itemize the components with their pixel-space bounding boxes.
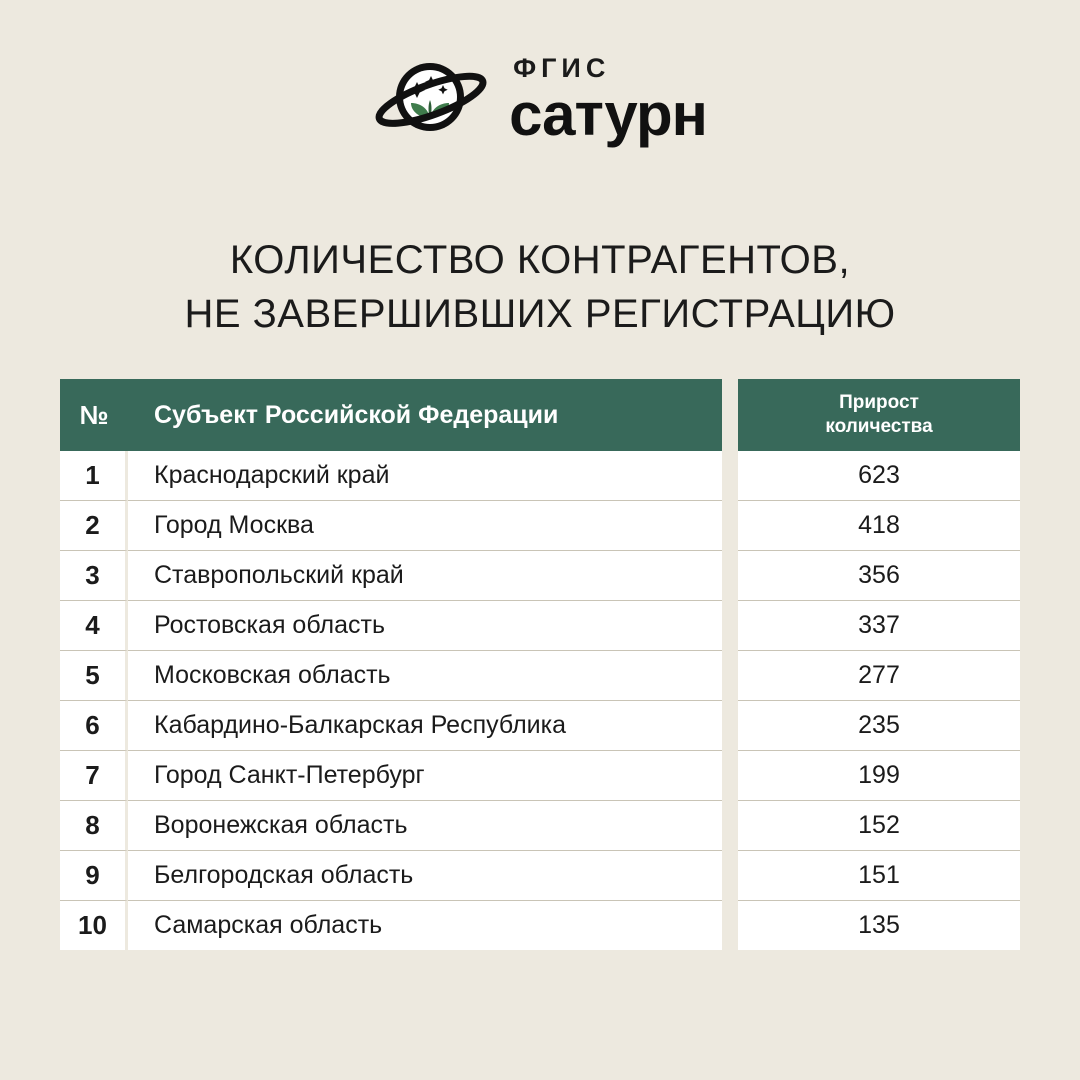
subjects-table-body: [60, 451, 722, 950]
table-row: [738, 601, 1020, 651]
brand-logo: [0, 52, 1080, 148]
row-growth: 277: [738, 651, 1020, 701]
column-header-subject: Субъект Российской Федерации: [128, 379, 722, 451]
table-row: [60, 601, 722, 651]
row-number: 1: [60, 451, 128, 501]
table-row: [738, 501, 1020, 551]
table-row: [60, 801, 722, 851]
growth-table-head: [738, 379, 1020, 451]
growth-header-row: [738, 379, 1020, 451]
table-row: [60, 501, 722, 551]
table-row: [738, 451, 1020, 501]
table-header-row: [60, 379, 722, 451]
logo-kicker: ФГИС: [513, 53, 611, 83]
row-number: 5: [60, 651, 128, 701]
table-row: [738, 851, 1020, 901]
row-number: 6: [60, 701, 128, 751]
row-subject: Московская область: [128, 651, 722, 701]
column-header-growth: [738, 379, 1020, 451]
row-growth: 152: [738, 801, 1020, 851]
row-subject: Ставропольский край: [128, 551, 722, 601]
ranking-table-area: [60, 379, 1020, 950]
growth-table: [738, 379, 1020, 950]
table-row: [738, 801, 1020, 851]
column-header-growth-line-1: Прирост: [839, 392, 919, 414]
row-subject: Ростовская область: [128, 601, 722, 651]
growth-table-body: [738, 451, 1020, 950]
row-number: 8: [60, 801, 128, 851]
row-growth: 418: [738, 501, 1020, 551]
table-row: [60, 751, 722, 801]
subjects-table: [60, 379, 722, 950]
logo-inner: [373, 52, 707, 148]
row-subject: Самарская область: [128, 901, 722, 950]
table-row: [738, 701, 1020, 751]
table-row: [60, 551, 722, 601]
row-subject: Город Санкт-Петербург: [128, 751, 722, 801]
saturn-planet-leaf-icon: [373, 52, 491, 148]
table-row: [60, 451, 722, 501]
row-number: 10: [60, 901, 128, 950]
column-header-number: №: [60, 379, 128, 451]
table-row: [60, 701, 722, 751]
row-growth: 356: [738, 551, 1020, 601]
table-row: [60, 651, 722, 701]
row-number: 2: [60, 501, 128, 551]
row-growth: 151: [738, 851, 1020, 901]
row-growth: 337: [738, 601, 1020, 651]
table-row: [60, 851, 722, 901]
logo-name: сатурн: [509, 81, 707, 148]
row-growth: 199: [738, 751, 1020, 801]
row-subject: Воронежская область: [128, 801, 722, 851]
table-row: [738, 901, 1020, 950]
table-row: [738, 651, 1020, 701]
table-row: [738, 751, 1020, 801]
row-growth: 235: [738, 701, 1020, 751]
table-row: [60, 901, 722, 950]
page-title-line-1: КОЛИЧЕСТВО КОНТРАГЕНТОВ,: [229, 237, 851, 282]
row-subject: Белгородская область: [128, 851, 722, 901]
row-number: 9: [60, 851, 128, 901]
row-subject: Кабардино-Балкарская Республика: [128, 701, 722, 751]
row-number: 4: [60, 601, 128, 651]
page-title-line-2: НЕ ЗАВЕРШИВШИХ РЕГИСТРАЦИЮ: [184, 291, 896, 336]
column-header-growth-line-2: количества: [825, 416, 933, 437]
page-title: [0, 233, 1080, 341]
logo-wordmark: [509, 53, 707, 148]
row-growth: 623: [738, 451, 1020, 501]
row-number: 7: [60, 751, 128, 801]
table-row: [738, 551, 1020, 601]
row-subject: Город Москва: [128, 501, 722, 551]
row-number: 3: [60, 551, 128, 601]
subjects-table-head: [60, 379, 722, 451]
row-growth: 135: [738, 901, 1020, 950]
row-subject: Краснодарский край: [128, 451, 722, 501]
